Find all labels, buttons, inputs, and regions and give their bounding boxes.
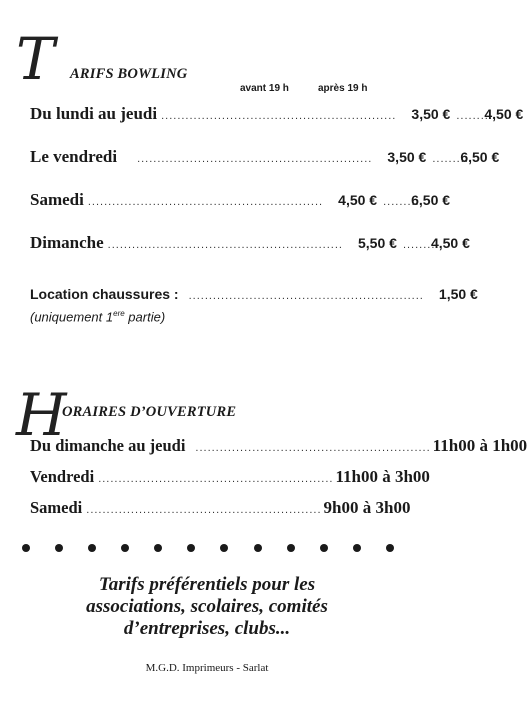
- hours-row-time: 11h00 à 1h00: [432, 436, 527, 455]
- price-row: [30, 147, 500, 171]
- price-after: 6,50 €: [460, 149, 500, 165]
- hours-row-label: Samedi: [30, 498, 83, 517]
- dot-leader: ..........................................................: [107, 239, 343, 251]
- bullet-dot: [88, 544, 96, 552]
- printer-credit: M.G.D. Imprimeurs - Sarlat: [145, 662, 269, 674]
- bullet-dot: [287, 544, 295, 552]
- price-after: 4,50 €: [430, 235, 470, 251]
- price-row-label: Le vendredi: [30, 147, 118, 166]
- bullet-dot: [55, 544, 63, 552]
- promo-line: associations, scolaires, comités: [86, 596, 328, 617]
- dot-leader: .........: [402, 239, 440, 251]
- promo-line: Tarifs préférentiels pour les: [98, 574, 316, 595]
- price-before: 3,50 €: [387, 149, 427, 165]
- bullet-dot: [353, 544, 361, 552]
- tarifs-title-text: ARIFS BOWLING: [70, 66, 188, 82]
- promo-text: [30, 574, 384, 640]
- dot-leader: ..........................................................: [98, 473, 334, 485]
- hours-row: [30, 467, 430, 491]
- shoe-note-superscript: ere: [113, 309, 125, 318]
- shoe-rental-label: Location chaussures :: [30, 286, 179, 302]
- dot-leader: ..........................................................: [137, 153, 373, 165]
- shoe-rental-row: [30, 286, 478, 310]
- bullet-dot: [121, 544, 129, 552]
- dot-leader: .........: [456, 110, 493, 122]
- hours-row: [30, 436, 527, 460]
- bullet-dot: [386, 544, 394, 552]
- price-row: [30, 233, 470, 257]
- dot-leader: ..........................................................: [87, 196, 324, 208]
- price-before: 5,50 €: [358, 235, 397, 251]
- dot-leader: ..........................................................: [195, 442, 431, 454]
- dot-leader: ..........................................................: [161, 110, 397, 122]
- bullet-dot: [254, 544, 262, 552]
- horaires-title-text: ORAIRES D’OUVERTURE: [62, 404, 237, 420]
- hours-row-time: 11h00 à 3h00: [335, 467, 430, 486]
- hours-row-label: Du dimanche au jeudi: [30, 436, 186, 455]
- dot-leader: ..........................................................: [188, 290, 424, 302]
- bullet-dot: [220, 544, 228, 552]
- shoe-rental-note: [30, 309, 165, 324]
- dot-leader: ..........................................................: [86, 504, 322, 516]
- price-before: 4,50 €: [338, 192, 378, 208]
- hours-row-label: Vendredi: [30, 467, 95, 486]
- price-row-label: Dimanche: [30, 233, 104, 252]
- hours-row-time: 9h00 à 3h00: [323, 498, 411, 517]
- shoe-note-text: (uniquement 1: [30, 309, 114, 325]
- column-header-before: avant 19 h: [240, 83, 289, 94]
- bullet-dot: [320, 544, 328, 552]
- bullet-dot: [154, 544, 162, 552]
- price-after: 6,50 €: [411, 192, 451, 208]
- hours-row: [30, 498, 411, 522]
- dot-leader: .........: [383, 196, 420, 208]
- price-after: 4,50 €: [484, 106, 524, 122]
- bullet-divider: [22, 544, 394, 552]
- price-row-label: Samedi: [30, 190, 84, 209]
- price-row: [30, 104, 524, 128]
- column-header-after: après 19 h: [318, 83, 368, 94]
- bullet-dot: [22, 544, 30, 552]
- shoe-rental-price: 1,50 €: [438, 286, 478, 302]
- shoe-note-text-end: partie): [124, 309, 166, 325]
- horaires-title-initial: H: [16, 381, 67, 449]
- price-before: 3,50 €: [411, 106, 451, 122]
- dot-leader: .........: [432, 153, 469, 165]
- price-row: [30, 190, 451, 214]
- tarifs-title-initial: T: [16, 25, 55, 93]
- bullet-dot: [187, 544, 195, 552]
- promo-line: d’entreprises, clubs...: [123, 618, 291, 639]
- price-row-label: Du lundi au jeudi: [30, 104, 158, 123]
